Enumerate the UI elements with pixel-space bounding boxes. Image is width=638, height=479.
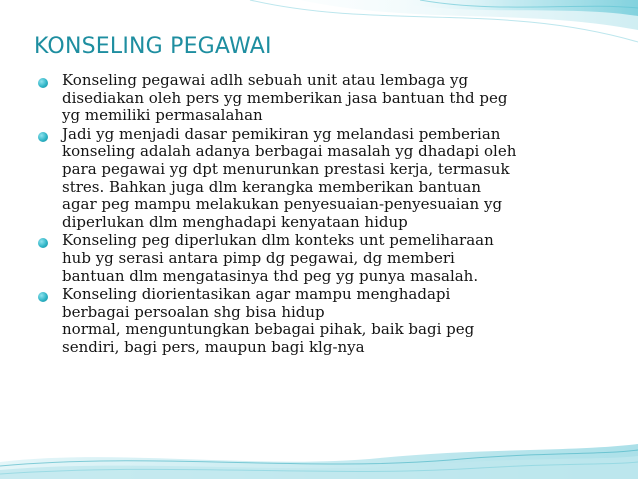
bullet-item [38,72,628,125]
bullet-dot-icon [38,78,48,88]
bullet-text-line: para pegawai yg dpt menurunkan prestasi kerja, termasuk [62,159,510,178]
bullet-text-line: agar peg mampu melakukan penyesuaian-penyesuaian yg [62,195,503,214]
bullet-dot-icon [38,132,48,142]
bullet-text-line: Jadi yg menjadi dasar pemikiran yg melandasi pemberian [62,124,501,143]
bullet-item [38,286,628,356]
bullet-text-line: yg memiliki permasalahan [62,106,263,125]
bullet-dot-icon [38,238,48,248]
bullet-text-line: konseling adalah adanya berbagai masalah yg dhadapi oleh [62,142,517,161]
bullet-item [38,126,628,232]
bullet-text-line: berbagai persoalan shg bisa hidup [62,302,325,321]
bullet-text-line: Konseling pegawai adlh sebuah unit atau lembaga yg [62,71,469,89]
bullet-item [38,232,628,285]
bullet-text-line: hub yg serasi antara pimp dg pegawai, dg memberi [62,248,455,267]
bullet-text-line: normal, menguntungkan bebagai pihak, baik bagi peg [62,320,475,339]
bullet-list [38,72,628,357]
bullet-text-line: Konseling diorientasikan agar mampu menghadapi [62,285,451,304]
bullet-text-line: diperlukan dlm menghadapi kenyataan hidup [62,212,408,231]
bullet-text-line: disediakan oleh pers yg memberikan jasa bantuan thd peg [62,88,508,107]
bullet-text-line: sendiri, bagi pers, maupun bagi klg-nya [62,337,365,356]
bullet-text-line: stres. Bahkan juga dlm kerangka memberikan bantuan [62,177,481,196]
bullet-dot-icon [38,292,48,302]
bullet-text-line: Konseling peg diperlukan dlm konteks unt pemeliharaan [62,231,494,250]
bullet-text-line: bantuan dlm mengatasinya thd peg yg punya masalah. [62,266,479,285]
slide-title: KONSELING PEGAWAI [34,34,272,59]
